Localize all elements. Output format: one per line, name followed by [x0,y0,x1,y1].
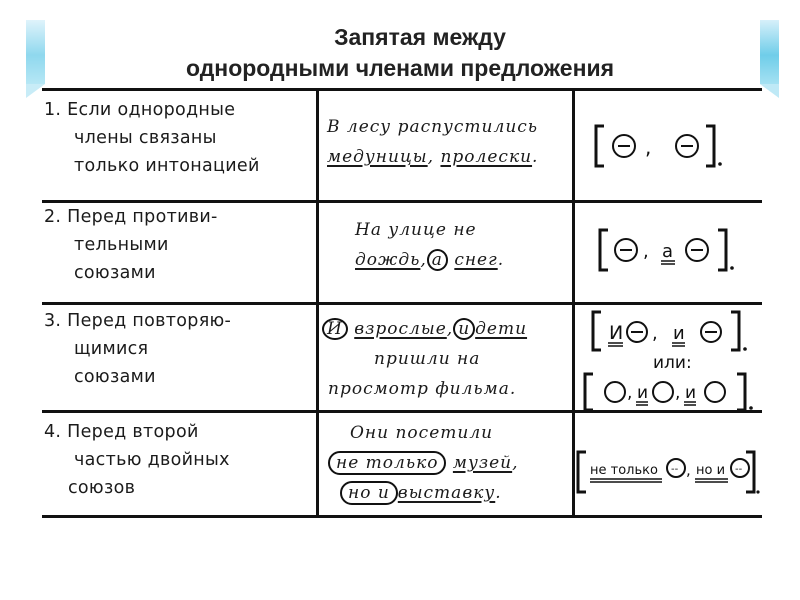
rule-3 [44,307,316,391]
example-4-line-2 [328,448,519,478]
rule-1-line-1: 1. Если однородные [44,100,236,120]
table-border-top [42,88,762,91]
example-4-conjunction-1: не только [328,451,446,475]
rule-4 [44,418,316,502]
scheme-1 [592,118,742,174]
table-border-bottom [42,515,762,518]
rule-4-line-2: частью двойных [74,450,230,470]
scheme-3-conjunction-2: и [673,323,685,344]
scheme-4-conjunction-2: но и [696,463,726,478]
example-2-word-2: снег [454,250,498,270]
example-3 [322,314,527,404]
rule-3-line-3: союзами [74,367,156,387]
right-accent-tip [760,84,779,98]
page-title [120,22,680,84]
example-2 [355,215,504,275]
example-4-comma: , [512,453,519,473]
example-4-word-2: выставку [397,483,496,503]
example-3-line-3: просмотр фильма. [328,379,517,399]
example-3-comma: , [446,319,454,339]
example-2-word-1: дождь [355,250,421,270]
example-3-line-2: пришли на [374,349,481,369]
scheme-3-or-label: или: [653,353,692,373]
scheme-3b-conjunction-1: и [637,383,649,403]
example-4 [336,418,519,508]
scheme-4-comma: , [686,461,691,479]
scheme-3b-conjunction-2: и [685,383,697,403]
rule-1-line-2: члены связаны [74,128,217,148]
rule-2-line-1: 2. Перед противи- [44,207,218,227]
example-3-word-2: дети [475,319,528,339]
example-3-conjunction-2: и [453,318,475,340]
example-4-period: . [495,483,502,503]
scheme-4-diagram [574,448,760,500]
example-1-period: . [532,147,539,167]
rule-2-line-3: союзами [74,263,156,283]
example-1 [327,112,538,172]
rule-4-line-3: союзов [68,478,136,498]
example-1-word-2: пролески [440,147,533,167]
example-2-conjunction: а [427,249,448,271]
example-1-line-1: В лесу распустились [327,117,539,137]
example-2-line-2 [355,245,504,275]
example-1-word-1: медуницы [327,147,428,167]
scheme-3 [583,306,759,412]
scheme-1-comma: , [645,135,652,159]
svg-text:--: -- [671,464,679,475]
scheme-4 [574,448,760,500]
scheme-2-conjunction: а [662,241,674,262]
scheme-3-comma: , [652,323,658,344]
example-2-comma: , [420,250,427,270]
example-4-word-1: музей [452,453,513,473]
example-3-word-1: взрослые [354,319,447,339]
left-accent-tip [26,84,45,98]
column-divider-1 [316,90,319,516]
rule-4-line-1: 4. Перед второй [44,422,199,442]
example-4-line-3 [340,478,519,508]
example-4-conjunction-2: но и [340,481,398,505]
left-accent-bar [26,20,45,84]
rule-1 [44,96,316,180]
rule-1-line-3: только интонацией [74,156,260,176]
scheme-2 [596,224,746,280]
scheme-4-conjunction-1: не только [590,463,658,478]
scheme-3b-comma-1: , [627,383,633,403]
right-accent-bar [760,20,779,84]
example-3-line-1 [322,314,527,344]
scheme-3-conjunction-1: И [609,322,624,344]
rule-2-line-2: тельными [74,235,169,255]
example-4-line-1: Они посетили [350,423,494,443]
scheme-3-diagram [583,306,759,412]
title-line-1: Запятая между [334,24,506,50]
example-1-comma: , [427,147,441,167]
example-1-line-2 [327,142,538,172]
scheme-3b-comma-2: , [675,383,681,403]
row-divider-2 [42,302,762,305]
scheme-1-diagram [592,118,742,174]
example-2-line-1: На улице не [355,220,477,240]
scheme-2-diagram [596,224,746,280]
scheme-2-comma: , [643,241,649,262]
svg-text:--: -- [735,464,743,475]
example-3-conjunction-1: И [322,318,348,340]
rule-3-line-1: 3. Перед повторяю- [44,311,232,331]
rule-2 [44,203,316,287]
title-line-2: однородными членами предложения [185,55,615,81]
rule-3-line-2: щимися [74,339,149,359]
example-2-period: . [497,250,505,270]
